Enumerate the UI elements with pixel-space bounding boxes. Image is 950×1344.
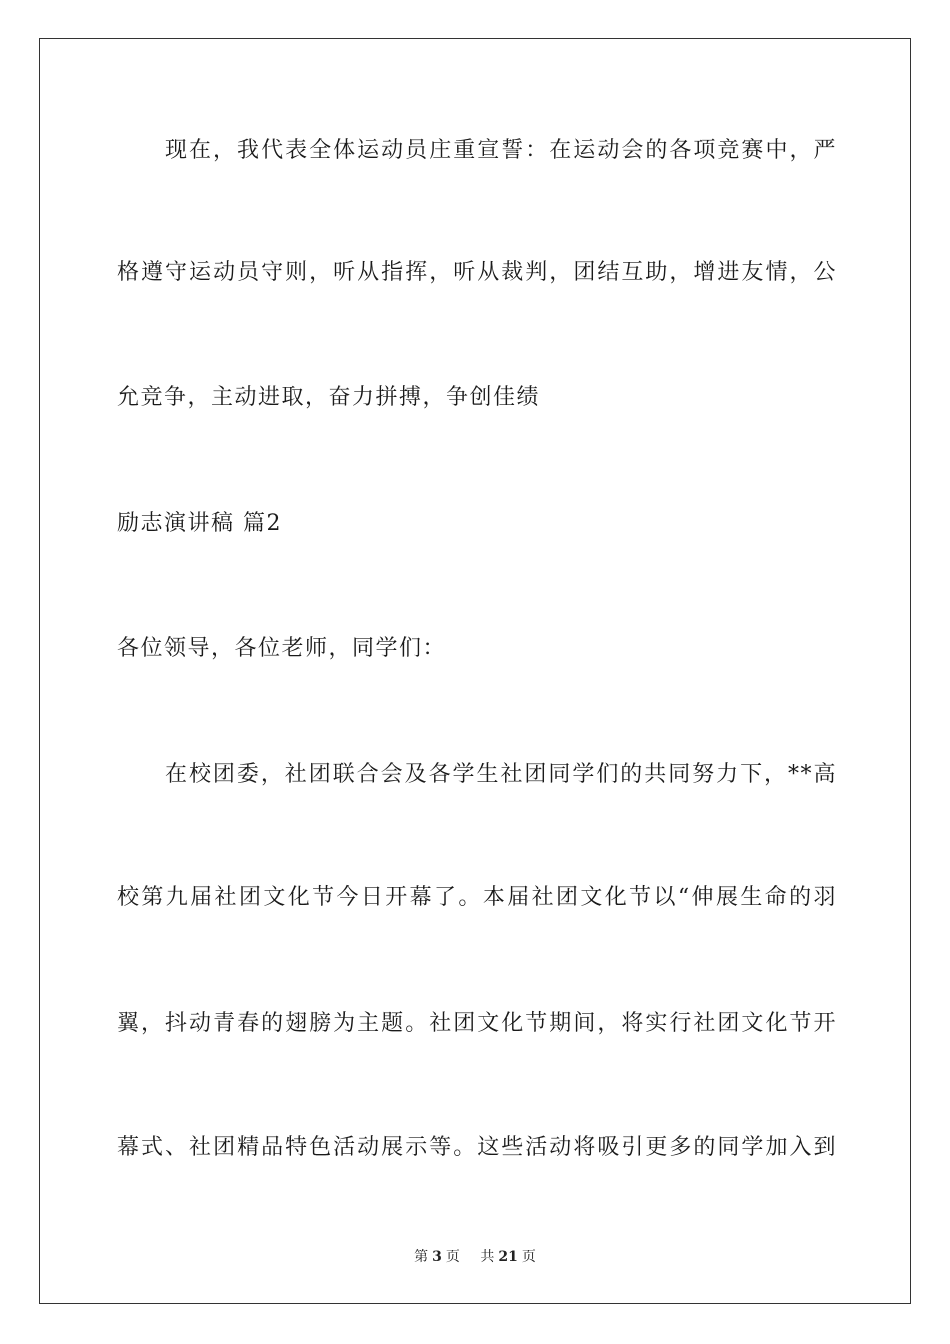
total-prefix: 共 [480, 1249, 495, 1265]
page-total [478, 1249, 537, 1265]
page-suffix: 页 [445, 1249, 460, 1265]
page-number [412, 1249, 462, 1265]
total-pages: 21 [498, 1249, 518, 1265]
total-suffix: 页 [521, 1249, 536, 1265]
paragraph-line: 现在，我代表全体运动员庄重宣誓：在运动会的各项竞赛中，严 [165, 138, 837, 163]
paragraph-line: 允竞争，主动进取，奋力拼搏，争创佳绩 [117, 385, 541, 410]
current-page: 3 [432, 1249, 442, 1265]
paragraph-line: 格遵守运动员守则，听从指挥，听从裁判，团结互助，增进友情，公 [117, 260, 837, 285]
section-heading: 励志演讲稿 篇2 [117, 511, 282, 536]
paragraph-line: 幕式、社团精品特色活动展示等。这些活动将吸引更多的同学加入到 [117, 1135, 837, 1160]
salutation: 各位领导，各位老师，同学们： [117, 636, 447, 661]
paragraph-line: 翼，抖动青春的翅膀为主题。社团文化节期间，将实行社团文化节开 [117, 1011, 837, 1036]
page-border [39, 38, 911, 1304]
page-footer [0, 1248, 950, 1266]
page-prefix: 第 [414, 1249, 429, 1265]
paragraph-line: 校第九届社团文化节今日开幕了。本届社团文化节以“伸展生命的羽 [117, 885, 837, 910]
paragraph-line: 在校团委，社团联合会及各学生社团同学们的共同努力下，**高 [165, 762, 837, 787]
